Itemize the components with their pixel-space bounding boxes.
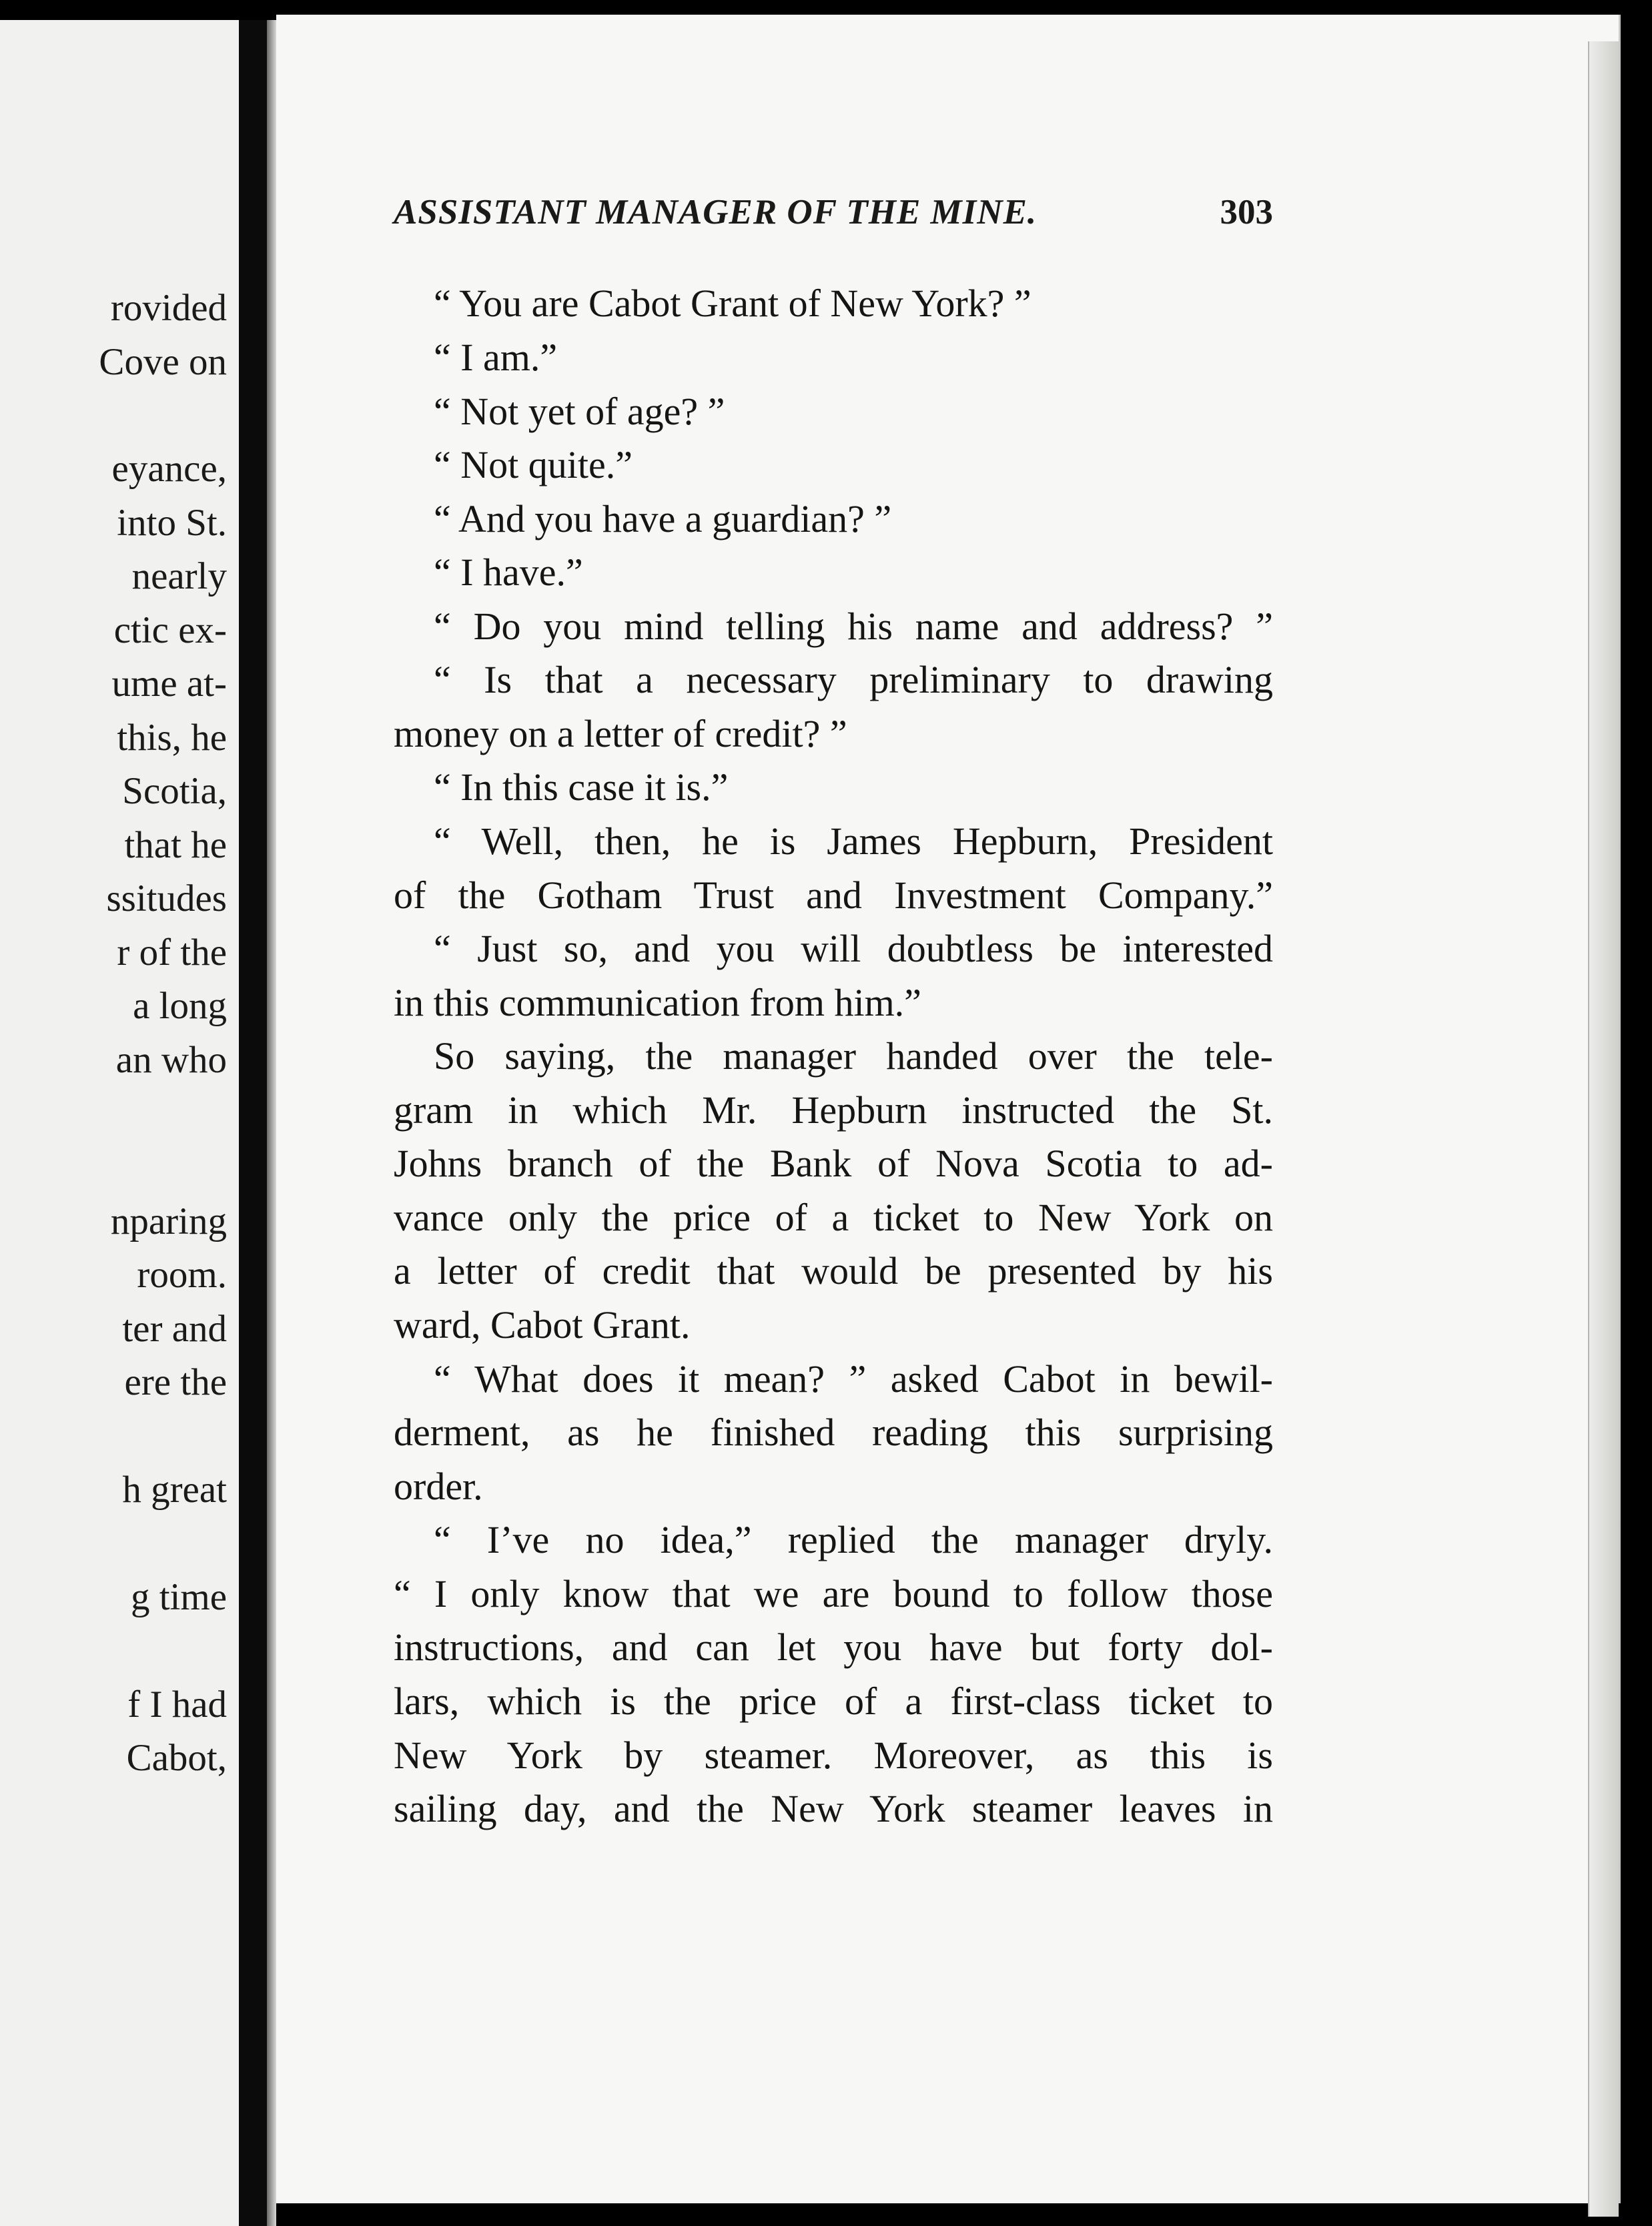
page-edge [1588,41,1619,2217]
text-line: “ Do you mind telling his name and address? ” [434,605,1273,648]
left-page-line: r of the [117,932,227,974]
left-page-fragment [0,20,239,2226]
left-page-line: g time [130,1576,227,1618]
left-page-line: ctic ex- [113,609,227,651]
text-line: of the Gotham Trust and Investment Company.” [394,873,1273,917]
left-page-line: into St. [117,502,227,544]
left-page-line: f I had [127,1684,227,1726]
text-line: So saying, the manager handed over the tele- [434,1034,1273,1078]
left-page-line: a long [133,985,227,1027]
text-line: derment, as he finished reading this surprising [394,1411,1273,1454]
left-page-line: this, he [117,717,227,759]
left-page-line: an who [115,1039,227,1081]
gutter-shadow [267,20,276,2226]
text-line: ward, Cabot Grant. [394,1303,691,1347]
text-line: money on a letter of credit? ” [394,712,847,755]
left-page-line: ter and [122,1308,227,1350]
left-page-line: Cabot, [126,1737,227,1779]
text-line: “ Well, then, he is James Hepburn, President [434,819,1273,863]
text-line: “ I’ve no idea,” replied the manager dryly. [434,1518,1273,1561]
running-head [394,192,1273,246]
left-page-line: ssitudes [106,877,227,919]
left-page-line: that he [124,824,227,866]
text-line: in this communication from him.” [394,981,921,1024]
text-line: “ What does it mean? ” asked Cabot in bewil- [434,1357,1273,1401]
text-line: vance only the price of a ticket to New York on [394,1196,1273,1239]
text-line: instructions, and can let you have but forty dol- [394,1625,1273,1669]
left-page-line: rovided [110,287,227,329]
text-line: “ You are Cabot Grant of New York? ” [434,282,1031,325]
text-line: order. [394,1465,483,1508]
text-line: lars, which is the price of a first-class ticket to [394,1680,1273,1723]
left-page-line: Scotia, [122,770,227,812]
text-line: New York by steamer. Moreover, as this is [394,1734,1273,1777]
text-line: “ Not yet of age? ” [434,390,725,433]
text-line: “ Is that a necessary preliminary to drawing [434,658,1273,701]
text-line: “ In this case it is.” [434,765,729,809]
page-number: 303 [1220,193,1273,232]
left-page-line: nparing [110,1200,227,1242]
text-line: “ Not quite.” [434,443,633,486]
text-line: gram in which Mr. Hepburn instructed the St. [394,1088,1273,1132]
text-line: sailing day, and the New York steamer leaves in [394,1787,1273,1830]
left-page-line: room. [137,1254,227,1296]
left-page-line: ere the [124,1361,227,1403]
left-page-line: Cove on [99,341,227,383]
left-page-line: nearly [131,555,227,597]
text-line: “ I am.” [434,336,558,379]
book-gutter [239,20,267,2226]
text-line: Johns branch of the Bank of Nova Scotia to ad- [394,1142,1273,1185]
text-line: “ Just so, and you will doubtless be interested [434,927,1273,970]
left-page-line: h great [122,1469,227,1511]
text-line: “ And you have a guardian? ” [434,497,892,540]
text-line: “ I only know that we are bound to follow those [394,1572,1273,1615]
left-page-line: eyance, [111,448,227,490]
text-line: “ I have.” [434,550,583,594]
left-page-line: ume at- [111,663,227,705]
running-title: ASSISTANT MANAGER OF THE MINE. [394,193,1038,232]
text-line: a letter of credit that would be presented by his [394,1249,1273,1292]
